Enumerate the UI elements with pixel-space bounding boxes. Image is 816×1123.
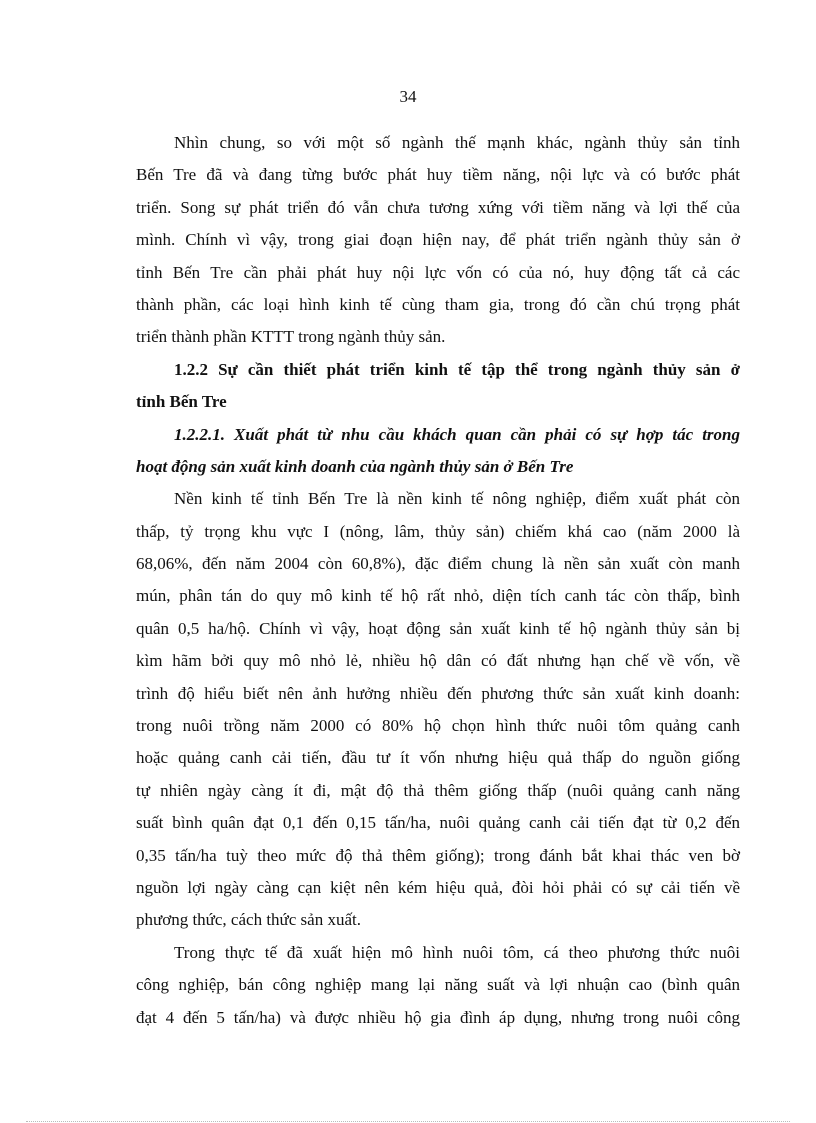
heading-line: 1.2.2 Sự cần thiết phát triển kinh tế tập thể trong ngành thủy sản ở [174, 359, 740, 379]
text-line: triển thành phần KTTT trong ngành thủy sản. [136, 327, 446, 347]
text-line: đạt 4 đến 5 tấn/ha) và được nhiều hộ gia đình áp dụng, nhưng trong nuôi công [136, 1007, 740, 1027]
text-line: quân 0,5 ha/hộ. Chính vì vậy, hoạt động sản xuất kinh tế hộ ngành thủy sản bị [136, 618, 740, 638]
text-line: Trong thực tế đã xuất hiện mô hình nuôi tôm, cá theo phương thức nuôi [174, 942, 740, 962]
text-line: hoặc quảng canh cải tiến, đầu tư ít vốn nhưng hiệu quả thấp do nguồn giống [136, 748, 740, 768]
text-line: thấp, tỷ trọng khu vực I (nông, lâm, thủy sản) chiếm khá cao (năm 2000 là [136, 521, 740, 541]
text-line: nguồn lợi ngày càng cạn kiệt nên kém hiệu quả, đòi hỏi phải có sự cải tiến về [136, 877, 740, 897]
heading-line: 1.2.2.1. Xuất phát từ nhu cầu khách quan cần phải có sự hợp tác trong [174, 424, 740, 444]
text-line: kìm hãm bởi quy mô nhỏ lẻ, nhiều hộ dân có đất nhưng hạn chế về vốn, về [136, 651, 740, 671]
page-body [136, 127, 740, 1034]
paragraph-overview [136, 127, 740, 354]
text-line: tự nhiên ngày càng ít đi, mật độ thả thêm giống thấp (nuôi quảng canh năng [136, 780, 740, 800]
page-number: 34 [399, 87, 417, 106]
text-line: Bến Tre đã và đang từng bước phát huy tiềm năng, nội lực và có bước phát [136, 165, 740, 185]
text-line: tỉnh Bến Tre cần phải phát huy nội lực vốn có của nó, huy động tất cả các [136, 262, 740, 282]
text-line: công nghiệp, bán công nghiệp mang lại năng suất và lợi nhuận cao (bình quân [136, 975, 740, 995]
text-line: 68,06%, đến năm 2004 còn 60,8%), đặc điểm chung là nền sản xuất còn manh [136, 554, 740, 574]
paragraph-practice [136, 937, 740, 1034]
text-line: phương thức, cách thức sản xuất. [136, 910, 361, 930]
section-heading-1-2-2 [136, 354, 740, 419]
text-line: mún, phân tán do quy mô kinh tế hộ rất nhỏ, diện tích canh tác còn thấp, bình [136, 586, 740, 606]
text-line: suất bình quân đạt 0,1 đến 0,15 tấn/ha, nuôi quảng canh cải tiến đạt từ 0,2 đến [136, 813, 740, 833]
text-line: trình độ hiểu biết nên ảnh hưởng nhiều đến phương thức sản xuất kinh doanh: [136, 683, 740, 703]
text-line: trong nuôi trồng năm 2000 có 80% hộ chọn hình thức nuôi tôm quảng canh [136, 716, 740, 736]
text-line: thành phần, các loại hình kinh tế cùng tham gia, trong đó cần chú trọng phát [136, 294, 740, 314]
heading-line: tỉnh Bến Tre [136, 392, 227, 412]
text-line: 0,35 tấn/ha tuỳ theo mức độ thả thêm giống); trong đánh bắt khai thác ven bờ [136, 845, 740, 865]
text-line: Nền kinh tế tỉnh Bến Tre là nền kinh tế nông nghiệp, điểm xuất phát còn [174, 489, 740, 509]
paragraph-economy [136, 483, 740, 936]
text-line: mình. Chính vì vậy, trong giai đoạn hiện nay, để phát triển ngành thủy sản ở [136, 230, 740, 250]
page-bottom-divider [26, 1121, 790, 1122]
text-line: Nhìn chung, so với một số ngành thế mạnh khác, ngành thủy sản tỉnh [174, 133, 740, 152]
text-line: triển. Song sự phát triển đó vẫn chưa tương xứng với tiềm năng và lợi thế của [136, 197, 740, 217]
subsection-heading-1-2-2-1 [136, 419, 740, 484]
heading-line: hoạt động sản xuất kinh doanh của ngành thủy sản ở Bến Tre [136, 456, 574, 476]
